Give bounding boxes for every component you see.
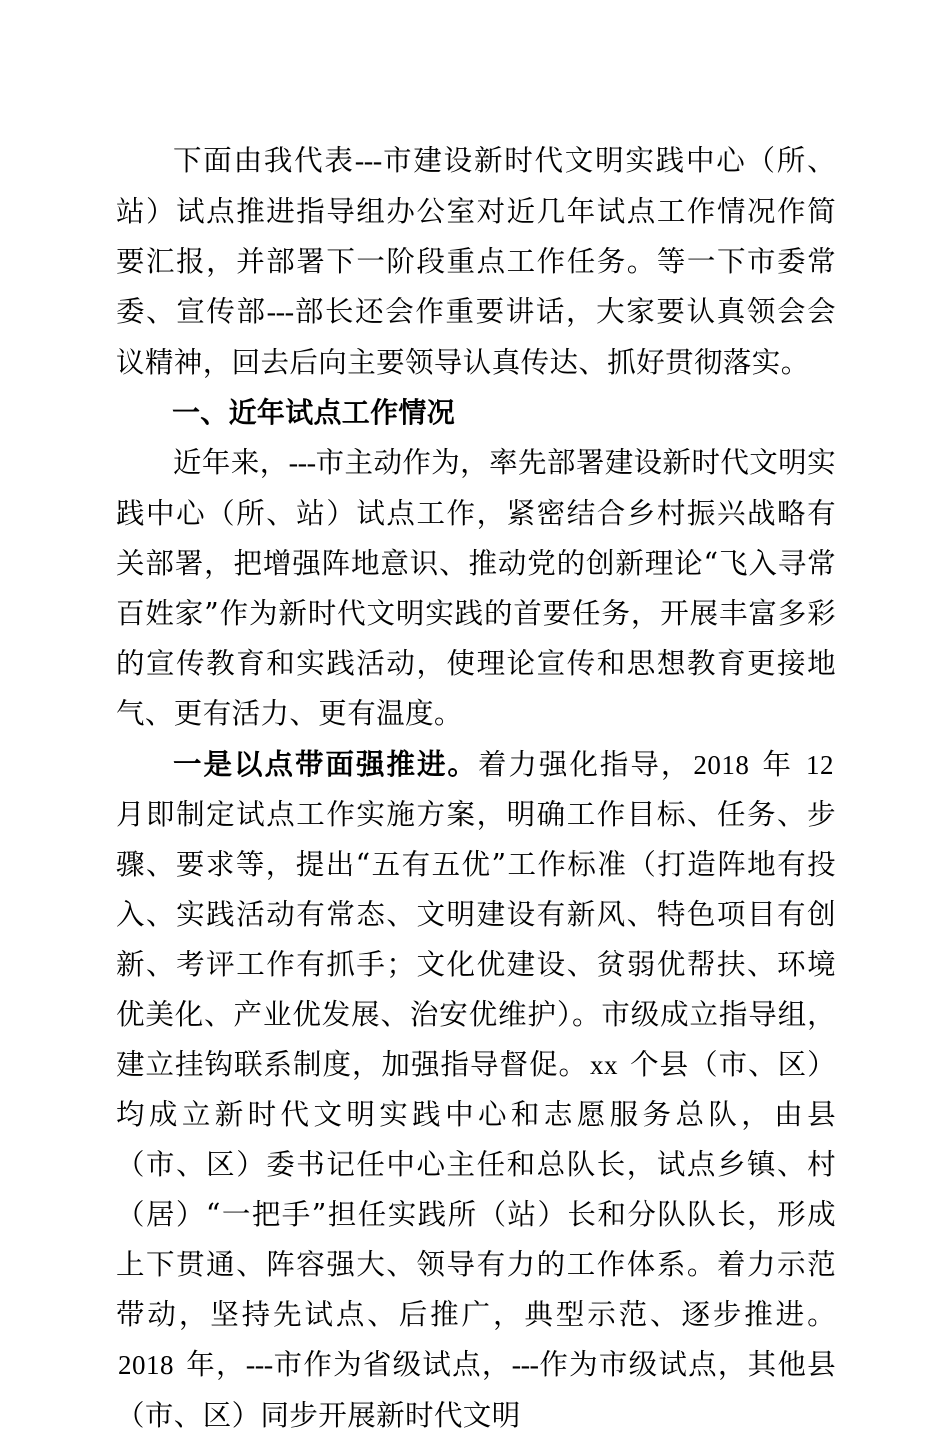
redaction-dashes: --- [245, 1350, 273, 1381]
section-heading-1: 一、近年试点工作情况 [172, 396, 456, 429]
redaction-dashes: --- [354, 146, 382, 177]
paragraph-intro: 下面由我代表---市建设新时代文明实践中心（所、站）试点推进指导组办公室对近几年试点工作情况作简要汇报，并部署下一阶段重点工作任务。等一下市委常委、宣传部---部长还会作重要讲话，大家要认真领会会议精神，回去后向主要领导认真传达、抓好贯彻落实。 [116, 144, 836, 379]
latin-numeral-run: 2018 [118, 1350, 174, 1380]
latin-numeral-run: xx [590, 1050, 619, 1080]
redaction-dashes: --- [266, 297, 294, 328]
document-text-body [116, 136, 836, 1441]
latin-numeral-run: 2018 [693, 750, 750, 780]
paragraph-point-one [116, 739, 836, 1441]
redaction-dashes: --- [288, 448, 316, 479]
paragraph-point-one-body: 着力强化指导，2018 年 12 月即制定试点工作实施方案，明确工作目标、任务、步骤、要求等，提出“五有五优”工作标准（打造阵地有投入、实践活动有常态、文明建设有新风、特色项目有创新、考评工作有抓手；文化优建设、贫弱优帮扶、环境优美化、产业优发展、治安优维护）。市级成立指导组，建立挂钩联系制度，加强指导督促。xx 个县（市、区）均成立新时代文明实践中心和志愿服务总队，由县（市、区）委书记任中心主任和总队长，试点乡镇、村（居）“一把手”担任实践所（站）长和分队队长，形成上下贯通、阵容强大、领导有力的工作体系。着力示范带动，坚持先试点、后推广，典型示范、逐步推进。2018 年，---市作为省级试点，---作为市级试点，其他县（市、区）同步开展新时代文明 [116, 748, 836, 1432]
paragraph-lead-in: 一是以点带面强推进。 [173, 747, 478, 781]
redaction-dashes: --- [511, 1350, 539, 1381]
latin-numeral-run: 12 [806, 750, 834, 780]
paragraph-recent-years: 近年来，---市主动作为，率先部署建设新时代文明实践中心（所、站）试点工作，紧密结合乡村振兴战略有关部署，把增强阵地意识、推动党的创新理论“飞入寻常百姓家”作为新时代文明实践的首要任务，开展丰富多彩的宣传教育和实践活动，使理论宣传和思想教育更接地气、更有活力、更有温度。 [116, 446, 836, 730]
